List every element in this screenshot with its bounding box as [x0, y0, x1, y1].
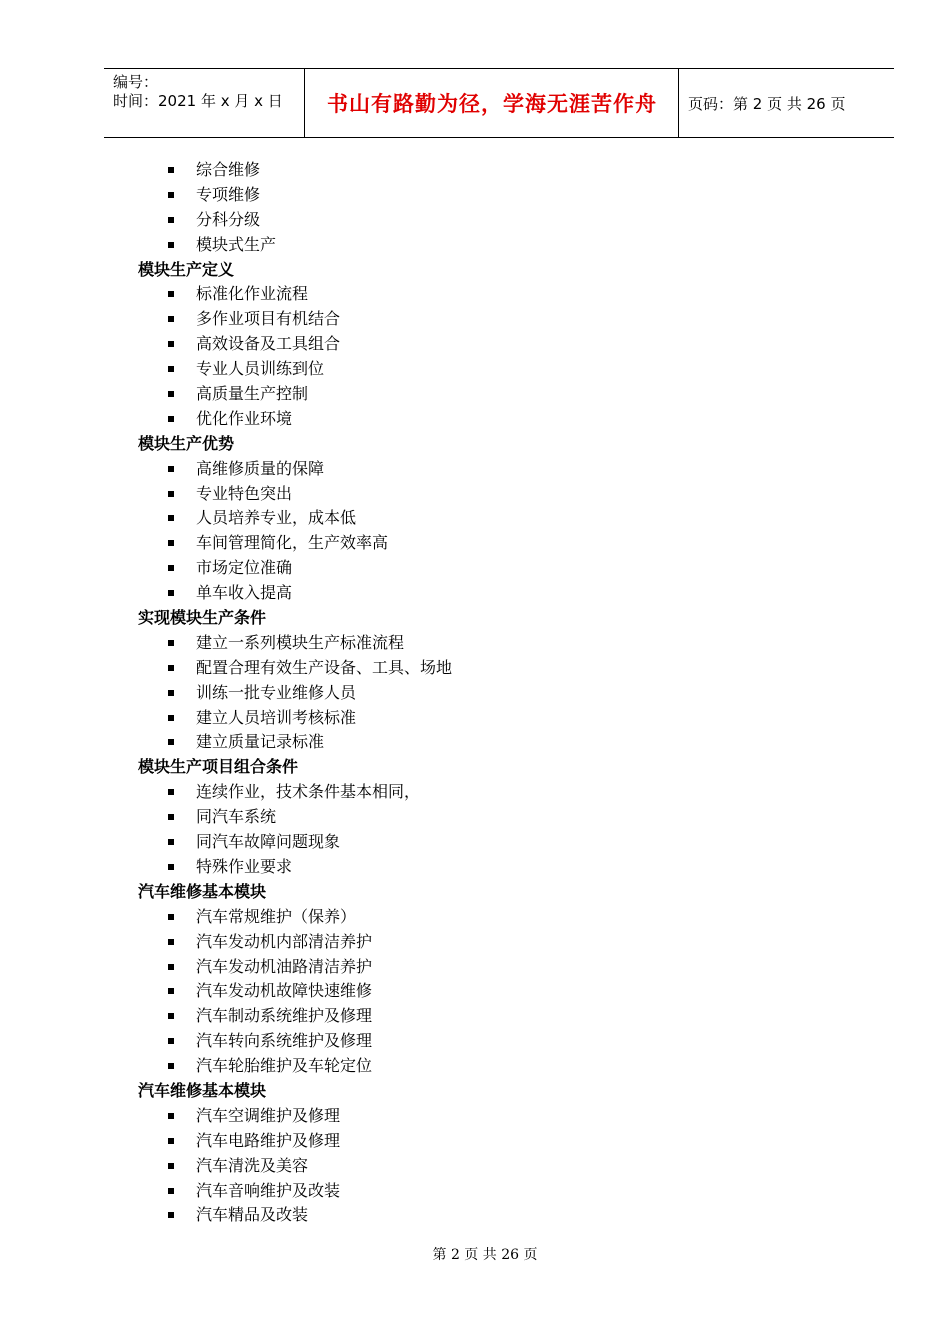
- section-heading: 实现模块生产条件: [138, 608, 267, 628]
- square-bullet-icon: [168, 988, 174, 994]
- list-item-text: 分科分级: [196, 209, 261, 229]
- square-bullet-icon: [168, 1163, 174, 1169]
- list-item-text: 配置合理有效生产设备、工具、场地: [196, 657, 453, 677]
- square-bullet-icon: [168, 416, 174, 422]
- list-item-text: 汽车常规维护（保养）: [196, 906, 357, 926]
- list-item-text: 同汽车故障问题现象: [196, 832, 341, 852]
- list-item-text: 车间管理简化，生产效率高: [196, 533, 389, 553]
- square-bullet-icon: [168, 739, 174, 745]
- list-item: [0, 979, 950, 1004]
- list-item: [0, 730, 950, 755]
- section-heading: 模块生产优势: [138, 433, 235, 453]
- header-meta: [104, 69, 304, 137]
- list-item-text: 市场定位准确: [196, 558, 293, 578]
- list-item: [0, 805, 950, 830]
- section-heading: 模块生产定义: [138, 259, 235, 279]
- square-bullet-icon: [168, 939, 174, 945]
- list-item: [0, 955, 950, 980]
- section-heading-row: [0, 606, 950, 631]
- square-bullet-icon: [168, 914, 174, 920]
- section-heading-row: [0, 432, 950, 457]
- list-item-text: 模块式生产: [196, 234, 277, 254]
- page-header: [104, 68, 894, 138]
- list-item-text: 标准化作业流程: [196, 284, 309, 304]
- list-item-text: 汽车发动机故障快速维修: [196, 981, 373, 1001]
- list-item-text: 高维修质量的保障: [196, 458, 325, 478]
- list-item: [0, 183, 950, 208]
- square-bullet-icon: [168, 814, 174, 820]
- list-item: [0, 1004, 950, 1029]
- square-bullet-icon: [168, 565, 174, 571]
- square-bullet-icon: [168, 789, 174, 795]
- header-divider: [678, 69, 679, 137]
- list-item: [0, 357, 950, 382]
- list-item-text: 汽车轮胎维护及车轮定位: [196, 1056, 373, 1076]
- list-item: [0, 208, 950, 233]
- list-item-text: 优化作业环境: [196, 408, 293, 428]
- document-body: [0, 158, 950, 1228]
- section-heading: 汽车维修基本模块: [138, 1080, 267, 1100]
- square-bullet-icon: [168, 964, 174, 970]
- square-bullet-icon: [168, 391, 174, 397]
- header-motto-cell: [306, 69, 678, 137]
- list-item: [0, 1029, 950, 1054]
- square-bullet-icon: [168, 540, 174, 546]
- square-bullet-icon: [168, 242, 174, 248]
- header-motto: 书山有路勤为径，学海无涯苦作舟: [327, 92, 657, 116]
- list-item-text: 汽车制动系统维护及修理: [196, 1006, 373, 1026]
- list-item-text: 建立一系列模块生产标准流程: [196, 632, 405, 652]
- list-item-text: 汽车电路维护及修理: [196, 1130, 341, 1150]
- square-bullet-icon: [168, 1188, 174, 1194]
- list-item: [0, 581, 950, 606]
- list-item-text: 综合维修: [196, 160, 261, 179]
- list-item: [0, 233, 950, 258]
- square-bullet-icon: [168, 491, 174, 497]
- list-item-text: 人员培养专业，成本低: [196, 508, 357, 528]
- list-item: [0, 382, 950, 407]
- square-bullet-icon: [168, 665, 174, 671]
- square-bullet-icon: [168, 167, 174, 173]
- serial-number-label: 编号：: [113, 73, 159, 91]
- list-item: [0, 482, 950, 507]
- list-item-text: 高效设备及工具组合: [196, 334, 341, 354]
- list-item: [0, 158, 950, 183]
- square-bullet-icon: [168, 1013, 174, 1019]
- list-item-text: 专业人员训练到位: [196, 359, 325, 379]
- list-item: [0, 506, 950, 531]
- square-bullet-icon: [168, 515, 174, 521]
- list-item: [0, 1179, 950, 1204]
- square-bullet-icon: [168, 217, 174, 223]
- section-heading-row: [0, 755, 950, 780]
- list-item: [0, 1154, 950, 1179]
- list-item-text: 同汽车系统: [196, 807, 277, 827]
- section-heading-row: [0, 1079, 950, 1104]
- list-item-text: 训练一批专业维修人员: [196, 682, 357, 702]
- list-item: [0, 1129, 950, 1154]
- list-item: [0, 681, 950, 706]
- list-item: [0, 307, 950, 332]
- square-bullet-icon: [168, 1038, 174, 1044]
- square-bullet-icon: [168, 291, 174, 297]
- list-item: [0, 1104, 950, 1129]
- list-item-text: 汽车音响维护及改装: [196, 1180, 341, 1200]
- list-item: [0, 631, 950, 656]
- square-bullet-icon: [168, 316, 174, 322]
- list-item-text: 汽车发动机内部清洁养护: [196, 931, 373, 951]
- list-item-text: 专业特色突出: [196, 483, 293, 503]
- square-bullet-icon: [168, 192, 174, 198]
- section-heading: 汽车维修基本模块: [138, 881, 267, 901]
- square-bullet-icon: [168, 1113, 174, 1119]
- square-bullet-icon: [168, 640, 174, 646]
- list-item: [0, 282, 950, 307]
- list-item-text: 特殊作业要求: [196, 856, 293, 876]
- list-item: [0, 1054, 950, 1079]
- header-page-info-cell: [688, 69, 894, 137]
- list-item-text: 汽车精品及改装: [196, 1205, 309, 1225]
- square-bullet-icon: [168, 466, 174, 472]
- section-heading-row: [0, 880, 950, 905]
- square-bullet-icon: [168, 1212, 174, 1218]
- list-item: [0, 656, 950, 681]
- square-bullet-icon: [168, 1063, 174, 1069]
- list-item-text: 多作业项目有机结合: [196, 309, 341, 329]
- header-page-info: 页码：第 2 页 共 26 页: [688, 94, 846, 113]
- list-item-text: 连续作业，技术条件基本相同，: [196, 782, 421, 802]
- date-label: 时间：2021 年 x 月 x 日: [113, 92, 283, 110]
- square-bullet-icon: [168, 839, 174, 845]
- list-item: [0, 830, 950, 855]
- list-item: [0, 457, 950, 482]
- list-item: [0, 407, 950, 432]
- list-item-text: 汽车发动机油路清洁养护: [196, 956, 373, 976]
- list-item: [0, 556, 950, 581]
- list-item: [0, 780, 950, 805]
- list-item-text: 建立质量记录标准: [196, 732, 325, 752]
- square-bullet-icon: [168, 715, 174, 721]
- square-bullet-icon: [168, 341, 174, 347]
- section-heading: 模块生产项目组合条件: [138, 757, 299, 777]
- page-footer: 第 2 页 共 26 页: [432, 1247, 538, 1263]
- list-item-text: 单车收入提高: [196, 583, 293, 603]
- square-bullet-icon: [168, 590, 174, 596]
- list-item: [0, 332, 950, 357]
- square-bullet-icon: [168, 1138, 174, 1144]
- list-item-text: 高质量生产控制: [196, 384, 309, 404]
- list-item-text: 建立人员培训考核标准: [196, 707, 357, 727]
- list-item-text: 汽车清洗及美容: [196, 1155, 309, 1175]
- list-item-text: 汽车转向系统维护及修理: [196, 1031, 373, 1051]
- list-item-text: 专项维修: [196, 184, 261, 204]
- list-item: [0, 930, 950, 955]
- square-bullet-icon: [168, 864, 174, 870]
- list-item: [0, 855, 950, 880]
- list-item: [0, 706, 950, 731]
- square-bullet-icon: [168, 690, 174, 696]
- list-item-text: 汽车空调维护及修理: [196, 1105, 341, 1125]
- list-item: [0, 531, 950, 556]
- section-heading-row: [0, 258, 950, 283]
- square-bullet-icon: [168, 366, 174, 372]
- list-item: [0, 1203, 950, 1228]
- header-divider: [304, 69, 305, 137]
- list-item: [0, 905, 950, 930]
